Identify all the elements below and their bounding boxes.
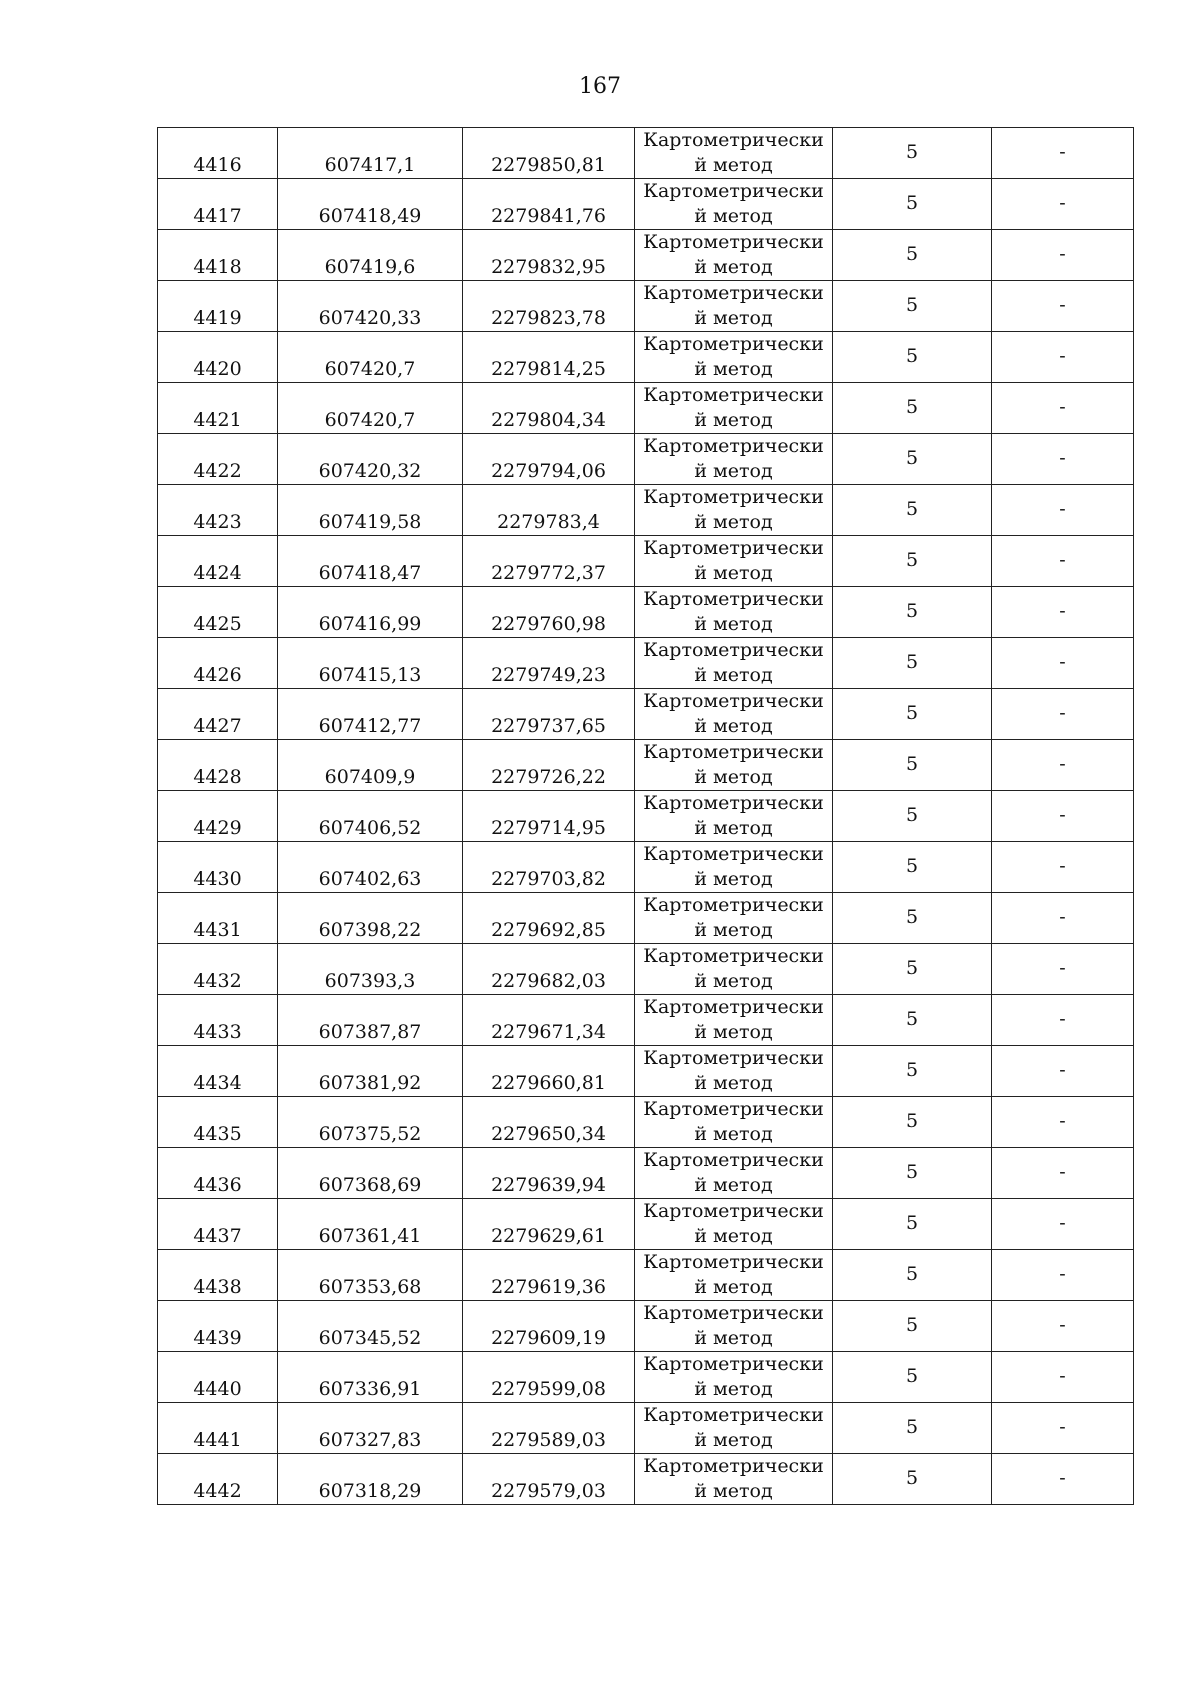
- method-cell: Картометрически й метод: [635, 434, 833, 485]
- point-number-cell: 4420: [158, 332, 278, 383]
- table-row: [158, 383, 1134, 434]
- note-cell: -: [992, 1097, 1134, 1148]
- y-coordinate-cell: 2279692,85: [463, 893, 635, 944]
- y-coordinate-cell: 2279703,82: [463, 842, 635, 893]
- accuracy-cell: 5: [833, 842, 992, 893]
- accuracy-cell: 5: [833, 740, 992, 791]
- note-cell: -: [992, 638, 1134, 689]
- accuracy-cell: 5: [833, 995, 992, 1046]
- accuracy-cell: 5: [833, 638, 992, 689]
- y-coordinate-cell: 2279629,61: [463, 1199, 635, 1250]
- method-cell: Картометрически й метод: [635, 536, 833, 587]
- point-number-cell: 4436: [158, 1148, 278, 1199]
- table-row: [158, 893, 1134, 944]
- note-cell: -: [992, 1454, 1134, 1505]
- y-coordinate-cell: 2279609,19: [463, 1301, 635, 1352]
- accuracy-cell: 5: [833, 1148, 992, 1199]
- table-row: [158, 128, 1134, 179]
- method-cell: Картометрически й метод: [635, 740, 833, 791]
- table-row: [158, 1097, 1134, 1148]
- table-row: [158, 689, 1134, 740]
- x-coordinate-cell: 607415,13: [278, 638, 463, 689]
- accuracy-cell: 5: [833, 587, 992, 638]
- x-coordinate-cell: 607412,77: [278, 689, 463, 740]
- x-coordinate-cell: 607393,3: [278, 944, 463, 995]
- note-cell: -: [992, 587, 1134, 638]
- x-coordinate-cell: 607353,68: [278, 1250, 463, 1301]
- y-coordinate-cell: 2279737,65: [463, 689, 635, 740]
- method-cell: Картометрически й метод: [635, 1046, 833, 1097]
- x-coordinate-cell: 607345,52: [278, 1301, 463, 1352]
- point-number-cell: 4437: [158, 1199, 278, 1250]
- table-row: [158, 332, 1134, 383]
- table-row: [158, 638, 1134, 689]
- x-coordinate-cell: 607417,1: [278, 128, 463, 179]
- x-coordinate-cell: 607381,92: [278, 1046, 463, 1097]
- method-cell: Картометрически й метод: [635, 1097, 833, 1148]
- method-cell: Картометрически й метод: [635, 1301, 833, 1352]
- y-coordinate-cell: 2279823,78: [463, 281, 635, 332]
- note-cell: -: [992, 740, 1134, 791]
- x-coordinate-cell: 607420,7: [278, 332, 463, 383]
- table-row: [158, 791, 1134, 842]
- table-row: [158, 1352, 1134, 1403]
- table-row: [158, 485, 1134, 536]
- accuracy-cell: 5: [833, 1454, 992, 1505]
- x-coordinate-cell: 607402,63: [278, 842, 463, 893]
- table-row: [158, 179, 1134, 230]
- table-row: [158, 842, 1134, 893]
- table-row: [158, 587, 1134, 638]
- accuracy-cell: 5: [833, 128, 992, 179]
- accuracy-cell: 5: [833, 383, 992, 434]
- y-coordinate-cell: 2279772,37: [463, 536, 635, 587]
- point-number-cell: 4421: [158, 383, 278, 434]
- method-cell: Картометрически й метод: [635, 332, 833, 383]
- x-coordinate-cell: 607409,9: [278, 740, 463, 791]
- page-number: 167: [579, 74, 621, 99]
- accuracy-cell: 5: [833, 1046, 992, 1097]
- accuracy-cell: 5: [833, 1352, 992, 1403]
- method-cell: Картометрически й метод: [635, 1148, 833, 1199]
- note-cell: -: [992, 332, 1134, 383]
- note-cell: -: [992, 230, 1134, 281]
- point-number-cell: 4435: [158, 1097, 278, 1148]
- x-coordinate-cell: 607420,33: [278, 281, 463, 332]
- accuracy-cell: 5: [833, 536, 992, 587]
- accuracy-cell: 5: [833, 485, 992, 536]
- note-cell: -: [992, 1148, 1134, 1199]
- y-coordinate-cell: 2279814,25: [463, 332, 635, 383]
- accuracy-cell: 5: [833, 689, 992, 740]
- y-coordinate-cell: 2279832,95: [463, 230, 635, 281]
- accuracy-cell: 5: [833, 1097, 992, 1148]
- y-coordinate-cell: 2279850,81: [463, 128, 635, 179]
- note-cell: -: [992, 791, 1134, 842]
- point-number-cell: 4419: [158, 281, 278, 332]
- method-cell: Картометрически й метод: [635, 842, 833, 893]
- accuracy-cell: 5: [833, 893, 992, 944]
- x-coordinate-cell: 607419,6: [278, 230, 463, 281]
- y-coordinate-cell: 2279579,03: [463, 1454, 635, 1505]
- method-cell: Картометрически й метод: [635, 587, 833, 638]
- accuracy-cell: 5: [833, 179, 992, 230]
- table-row: [158, 740, 1134, 791]
- method-cell: Картометрически й метод: [635, 944, 833, 995]
- table-row: [158, 944, 1134, 995]
- x-coordinate-cell: 607327,83: [278, 1403, 463, 1454]
- method-cell: Картометрически й метод: [635, 638, 833, 689]
- note-cell: -: [992, 383, 1134, 434]
- method-cell: Картометрически й метод: [635, 179, 833, 230]
- coordinates-table: [157, 127, 1134, 1505]
- table-row: [158, 434, 1134, 485]
- accuracy-cell: 5: [833, 1199, 992, 1250]
- table-row: [158, 995, 1134, 1046]
- accuracy-cell: 5: [833, 230, 992, 281]
- note-cell: -: [992, 1250, 1134, 1301]
- note-cell: -: [992, 842, 1134, 893]
- point-number-cell: 4432: [158, 944, 278, 995]
- point-number-cell: 4428: [158, 740, 278, 791]
- y-coordinate-cell: 2279783,4: [463, 485, 635, 536]
- accuracy-cell: 5: [833, 791, 992, 842]
- y-coordinate-cell: 2279650,34: [463, 1097, 635, 1148]
- point-number-cell: 4417: [158, 179, 278, 230]
- table-row: [158, 1148, 1134, 1199]
- x-coordinate-cell: 607419,58: [278, 485, 463, 536]
- y-coordinate-cell: 2279841,76: [463, 179, 635, 230]
- note-cell: -: [992, 1403, 1134, 1454]
- point-number-cell: 4427: [158, 689, 278, 740]
- method-cell: Картометрически й метод: [635, 485, 833, 536]
- point-number-cell: 4416: [158, 128, 278, 179]
- table-row: [158, 1454, 1134, 1505]
- table-row: [158, 1250, 1134, 1301]
- method-cell: Картометрически й метод: [635, 1454, 833, 1505]
- table-row: [158, 1301, 1134, 1352]
- x-coordinate-cell: 607406,52: [278, 791, 463, 842]
- method-cell: Картометрически й метод: [635, 128, 833, 179]
- method-cell: Картометрически й метод: [635, 230, 833, 281]
- x-coordinate-cell: 607387,87: [278, 995, 463, 1046]
- note-cell: -: [992, 485, 1134, 536]
- y-coordinate-cell: 2279714,95: [463, 791, 635, 842]
- note-cell: -: [992, 893, 1134, 944]
- y-coordinate-cell: 2279599,08: [463, 1352, 635, 1403]
- y-coordinate-cell: 2279619,36: [463, 1250, 635, 1301]
- y-coordinate-cell: 2279589,03: [463, 1403, 635, 1454]
- point-number-cell: 4439: [158, 1301, 278, 1352]
- point-number-cell: 4426: [158, 638, 278, 689]
- y-coordinate-cell: 2279794,06: [463, 434, 635, 485]
- point-number-cell: 4438: [158, 1250, 278, 1301]
- y-coordinate-cell: 2279749,23: [463, 638, 635, 689]
- table-row: [158, 1046, 1134, 1097]
- note-cell: -: [992, 1199, 1134, 1250]
- x-coordinate-cell: 607361,41: [278, 1199, 463, 1250]
- point-number-cell: 4425: [158, 587, 278, 638]
- table-row: [158, 281, 1134, 332]
- y-coordinate-cell: 2279726,22: [463, 740, 635, 791]
- y-coordinate-cell: 2279660,81: [463, 1046, 635, 1097]
- y-coordinate-cell: 2279760,98: [463, 587, 635, 638]
- table-row: [158, 1199, 1134, 1250]
- point-number-cell: 4422: [158, 434, 278, 485]
- y-coordinate-cell: 2279639,94: [463, 1148, 635, 1199]
- x-coordinate-cell: 607336,91: [278, 1352, 463, 1403]
- point-number-cell: 4424: [158, 536, 278, 587]
- note-cell: -: [992, 1046, 1134, 1097]
- note-cell: -: [992, 536, 1134, 587]
- coordinates-table-body: [158, 128, 1134, 1505]
- y-coordinate-cell: 2279804,34: [463, 383, 635, 434]
- x-coordinate-cell: 607418,47: [278, 536, 463, 587]
- note-cell: -: [992, 1301, 1134, 1352]
- table-row: [158, 1403, 1134, 1454]
- table-row: [158, 536, 1134, 587]
- note-cell: -: [992, 434, 1134, 485]
- note-cell: -: [992, 995, 1134, 1046]
- accuracy-cell: 5: [833, 1301, 992, 1352]
- method-cell: Картометрически й метод: [635, 689, 833, 740]
- point-number-cell: 4423: [158, 485, 278, 536]
- note-cell: -: [992, 128, 1134, 179]
- point-number-cell: 4440: [158, 1352, 278, 1403]
- accuracy-cell: 5: [833, 944, 992, 995]
- method-cell: Картометрически й метод: [635, 1250, 833, 1301]
- accuracy-cell: 5: [833, 281, 992, 332]
- x-coordinate-cell: 607368,69: [278, 1148, 463, 1199]
- method-cell: Картометрически й метод: [635, 1199, 833, 1250]
- method-cell: Картометрически й метод: [635, 281, 833, 332]
- point-number-cell: 4433: [158, 995, 278, 1046]
- point-number-cell: 4429: [158, 791, 278, 842]
- y-coordinate-cell: 2279682,03: [463, 944, 635, 995]
- method-cell: Картометрически й метод: [635, 995, 833, 1046]
- note-cell: -: [992, 1352, 1134, 1403]
- x-coordinate-cell: 607318,29: [278, 1454, 463, 1505]
- method-cell: Картометрически й метод: [635, 1352, 833, 1403]
- y-coordinate-cell: 2279671,34: [463, 995, 635, 1046]
- point-number-cell: 4441: [158, 1403, 278, 1454]
- point-number-cell: 4418: [158, 230, 278, 281]
- table-row: [158, 230, 1134, 281]
- x-coordinate-cell: 607420,7: [278, 383, 463, 434]
- method-cell: Картометрически й метод: [635, 893, 833, 944]
- note-cell: -: [992, 689, 1134, 740]
- method-cell: Картометрически й метод: [635, 791, 833, 842]
- x-coordinate-cell: 607418,49: [278, 179, 463, 230]
- x-coordinate-cell: 607375,52: [278, 1097, 463, 1148]
- point-number-cell: 4442: [158, 1454, 278, 1505]
- point-number-cell: 4431: [158, 893, 278, 944]
- note-cell: -: [992, 179, 1134, 230]
- accuracy-cell: 5: [833, 1403, 992, 1454]
- accuracy-cell: 5: [833, 1250, 992, 1301]
- x-coordinate-cell: 607416,99: [278, 587, 463, 638]
- x-coordinate-cell: 607398,22: [278, 893, 463, 944]
- method-cell: Картометрически й метод: [635, 1403, 833, 1454]
- note-cell: -: [992, 281, 1134, 332]
- note-cell: -: [992, 944, 1134, 995]
- point-number-cell: 4430: [158, 842, 278, 893]
- accuracy-cell: 5: [833, 332, 992, 383]
- x-coordinate-cell: 607420,32: [278, 434, 463, 485]
- method-cell: Картометрически й метод: [635, 383, 833, 434]
- point-number-cell: 4434: [158, 1046, 278, 1097]
- accuracy-cell: 5: [833, 434, 992, 485]
